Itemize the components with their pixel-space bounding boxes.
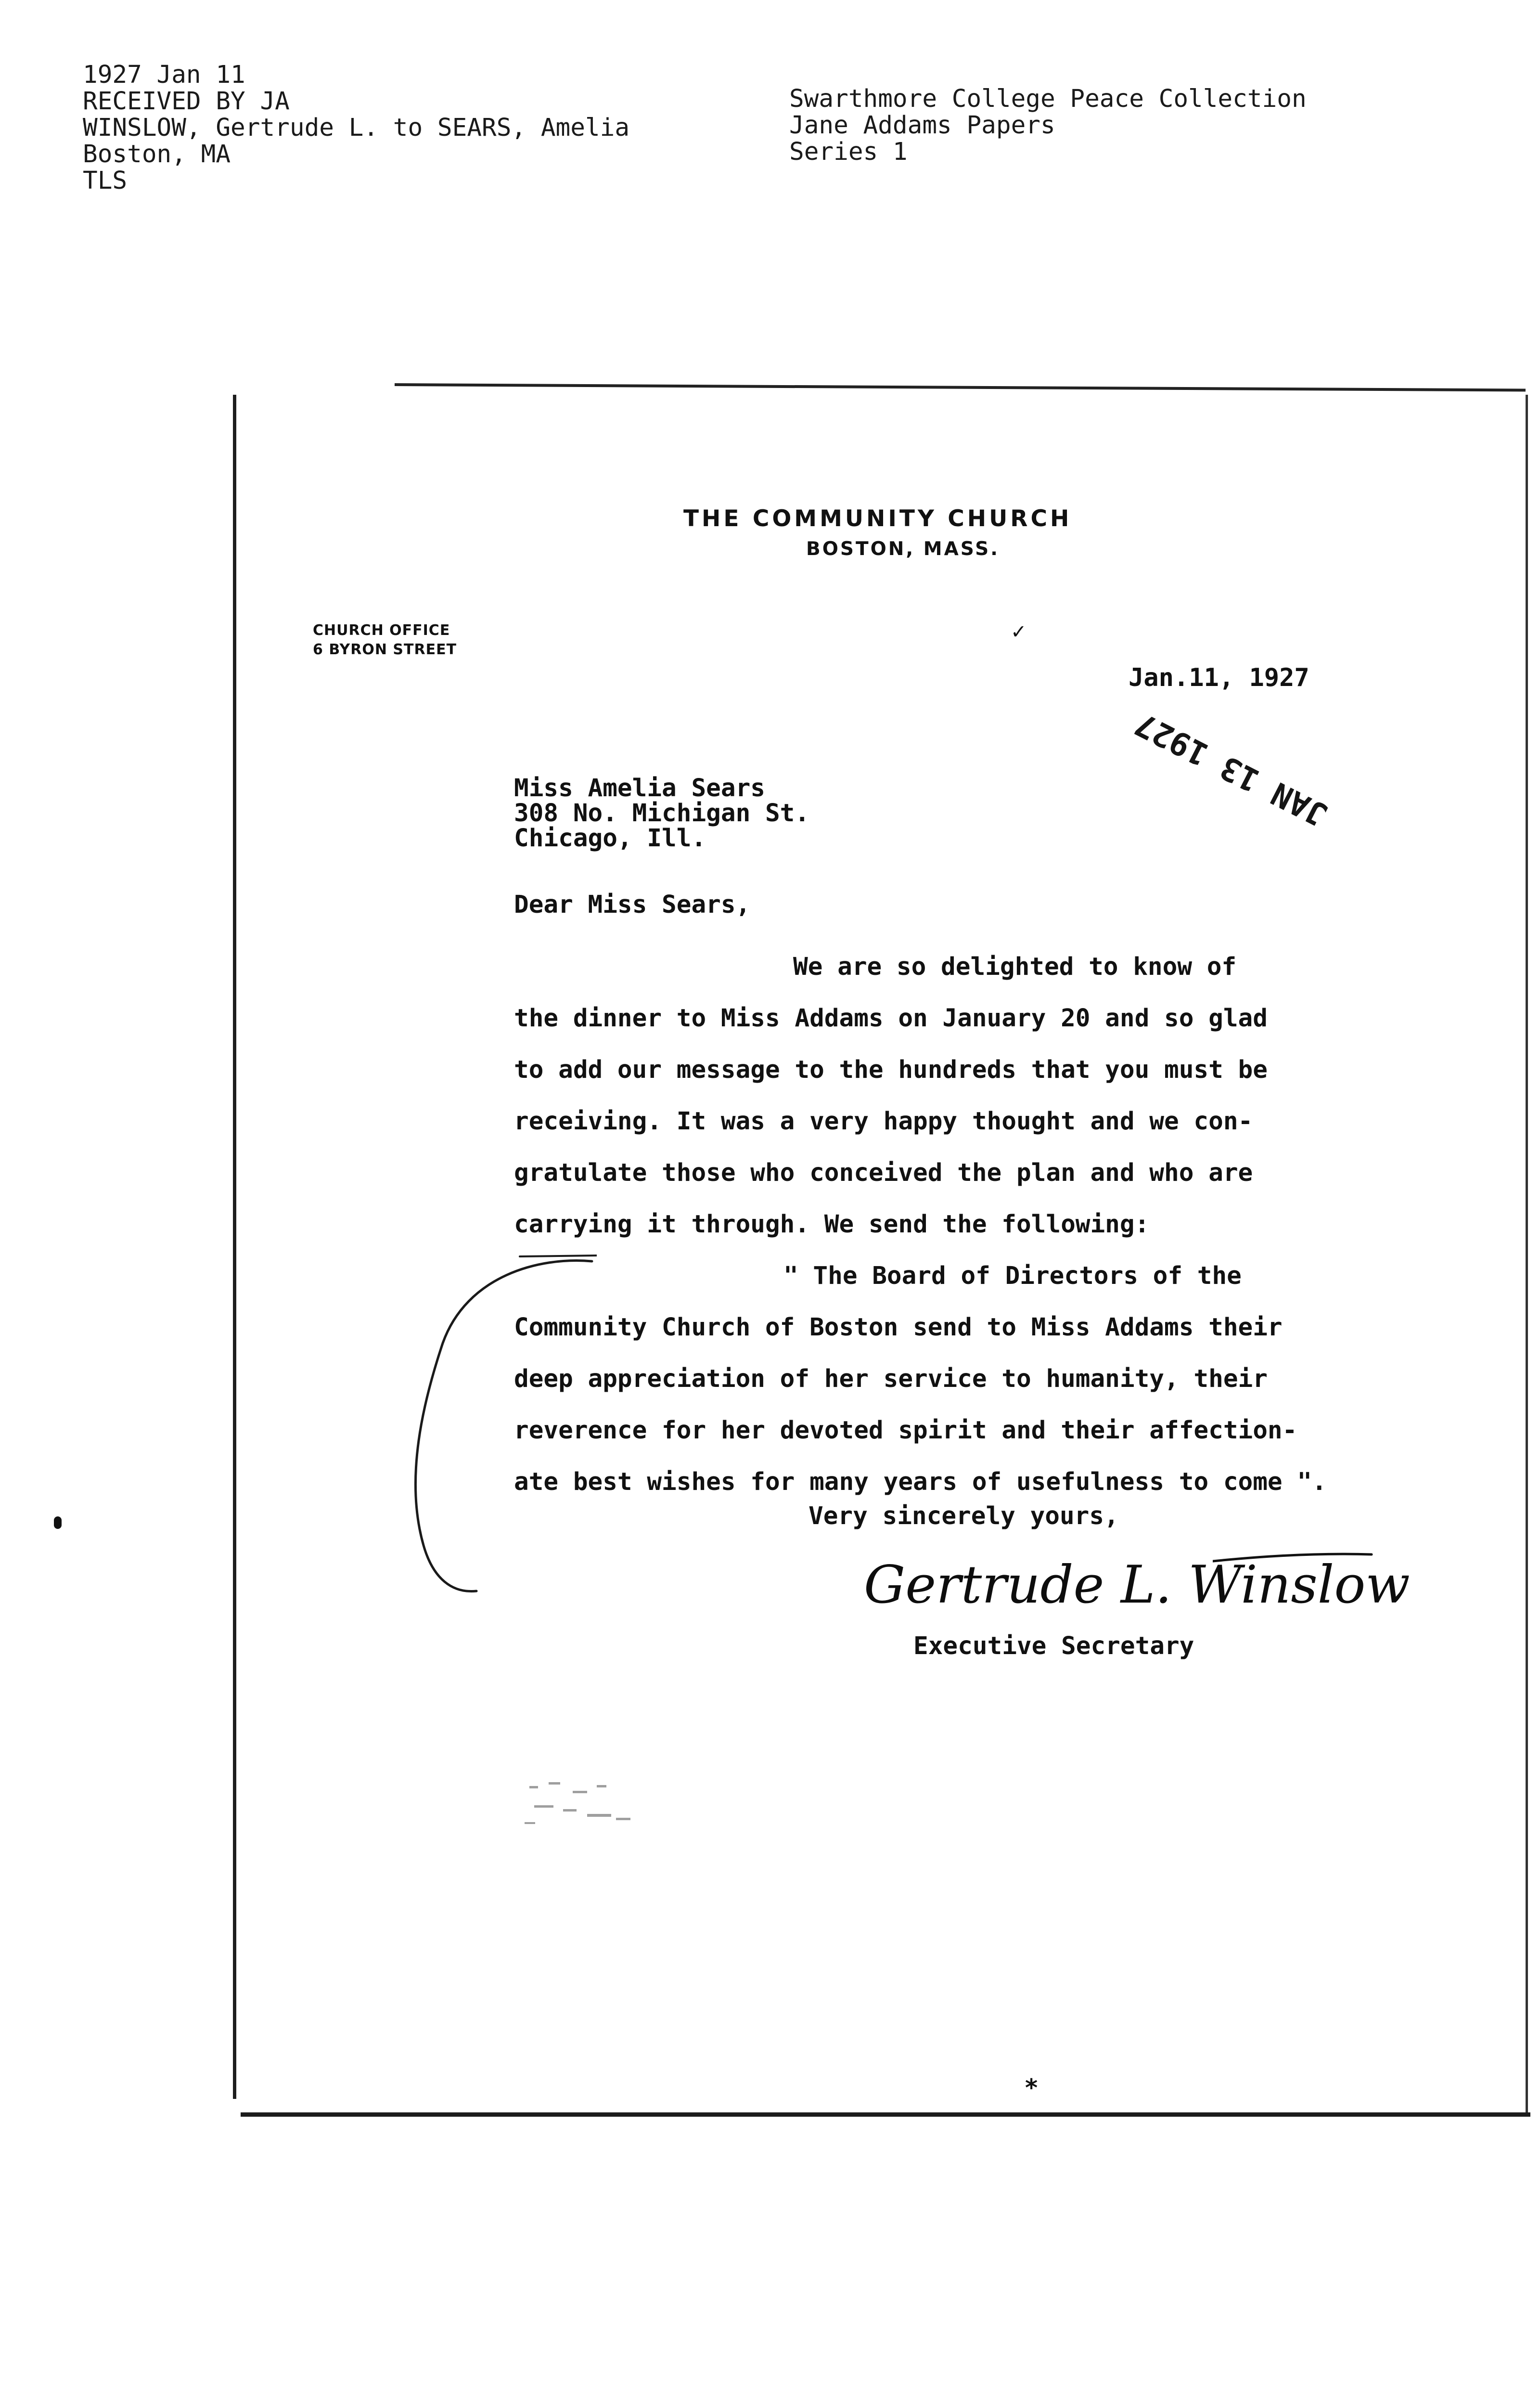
body-line: gratulate those who conceived the plan and who are — [514, 1159, 1253, 1187]
meta-line: 1927 Jan 11 — [83, 61, 245, 89]
meta-line: WINSLOW, Gertrude L. to SEARS, Amelia — [83, 114, 630, 142]
body-line: " The Board of Directors of the — [783, 1262, 1242, 1290]
letter-date: Jan.11, 1927 — [1129, 663, 1309, 692]
signer-title: Executive Secretary — [913, 1632, 1194, 1660]
faint-pencil-marks — [520, 1772, 645, 1834]
asterisk-mark: * — [1025, 2074, 1038, 2102]
archive-metadata-left — [83, 62, 708, 194]
salutation: Dear Miss Sears, — [514, 891, 751, 919]
address-line: Miss Amelia Sears — [514, 774, 765, 802]
collection-line: Jane Addams Papers — [789, 111, 1055, 140]
collection-line: Swarthmore College Peace Collection — [789, 85, 1307, 113]
body-line: to add our message to the hundreds that you must be — [514, 1056, 1268, 1084]
margin-bracket-mark — [395, 1247, 597, 1603]
meta-line: Boston, MA — [83, 140, 231, 168]
recipient-address — [514, 776, 809, 851]
letterhead-organization: THE COMMUNITY CHURCH — [683, 505, 1072, 532]
received-date-stamp: JAN 13 1927 — [1129, 705, 1334, 834]
body-line: reverence for her devoted spirit and their affection- — [514, 1416, 1297, 1445]
body-line: receiving. It was a very happy thought and we con- — [514, 1107, 1253, 1136]
body-line: deep appreciation of her service to humanity, their — [514, 1365, 1268, 1393]
body-line: We are so delighted to know of — [793, 953, 1237, 981]
address-line: 308 No. Michigan St. — [514, 799, 810, 828]
sheet-edge-bottom — [241, 2112, 1530, 2117]
meta-line: RECEIVED BY JA — [83, 87, 290, 116]
body-line: ate best wishes for many years of usefulness to come ". — [514, 1468, 1327, 1496]
sheet-edge-right — [1526, 395, 1528, 2113]
margin-dot — [54, 1516, 62, 1529]
letterhead-city: BOSTON, MASS. — [806, 538, 1000, 560]
meta-line: TLS — [83, 167, 128, 195]
body-line: the dinner to Miss Addams on January 20 and so glad — [514, 1004, 1268, 1033]
office-line: 6 BYRON STREET — [313, 641, 457, 658]
sheet-edge-left — [233, 395, 236, 2099]
body-line: Community Church of Boston send to Miss Addams their — [514, 1313, 1283, 1342]
archive-metadata-right — [789, 86, 1415, 165]
address-line: Chicago, Ill. — [514, 824, 706, 853]
sheet-edge-top — [395, 383, 1526, 391]
closing: Very sincerely yours, — [808, 1502, 1119, 1530]
body-line: carrying it through. We send the following: — [514, 1210, 1150, 1239]
office-line: CHURCH OFFICE — [313, 622, 450, 639]
letter-body — [514, 941, 1327, 1508]
collection-line: Series 1 — [789, 138, 908, 166]
check-mark-icon: ✓ — [1011, 621, 1027, 643]
signature-flourish — [1213, 1548, 1376, 1567]
handwritten-signature: Gertrude L. Winslow — [864, 1555, 1410, 1615]
church-office-address — [313, 621, 457, 660]
